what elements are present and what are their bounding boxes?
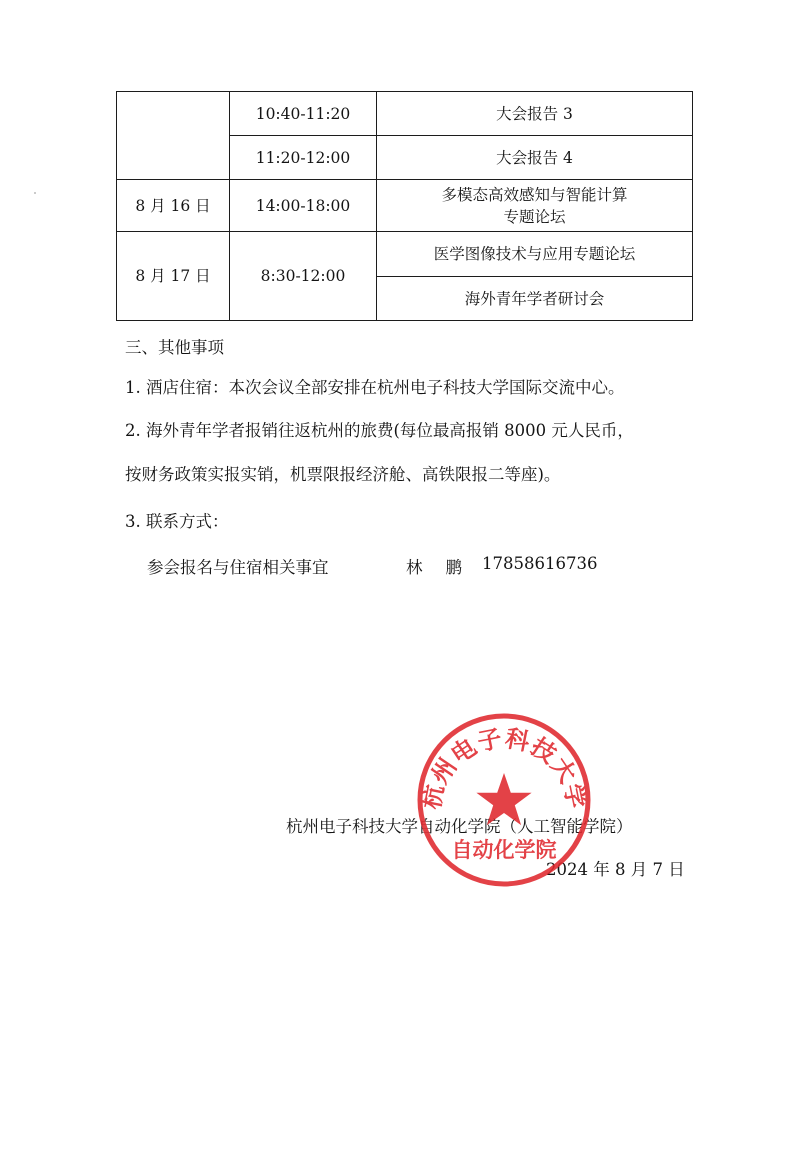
event-cell: 大会报告 4 [377, 136, 693, 180]
date-cell [117, 92, 230, 180]
time-cell: 10:40-11:20 [230, 92, 377, 136]
seal-bottom-text: 自动化学院 [451, 838, 557, 862]
date-cell: 8 月 17 日 [117, 232, 230, 321]
event-line: 多模态高效感知与智能计算 [441, 185, 628, 204]
date-cell: 8 月 16 日 [117, 180, 230, 232]
table-row [117, 92, 693, 136]
event-cell: 大会报告 3 [377, 92, 693, 136]
item-contact: 3. 联系方式： [125, 512, 229, 531]
contact-name-part: 鹏 [445, 558, 462, 577]
event-cell [377, 180, 693, 232]
time-cell: 8:30-12:00 [230, 232, 377, 321]
contact-name [406, 554, 462, 578]
contact-phone: 17858616736 [482, 554, 598, 573]
item-hotel: 1. 酒店住宿：本次会议全部安排在杭州电子科技大学国际交流中心。 [125, 378, 625, 397]
item-travel-line1: 2. 海外青年学者报销往返杭州的旅费(每位最高报销 8000 元人民币， [125, 421, 634, 440]
table-row [117, 180, 693, 232]
schedule-table [116, 91, 693, 321]
time-cell: 14:00-18:00 [230, 180, 377, 232]
table-row [117, 232, 693, 277]
signing-organization: 杭州电子科技大学自动化学院（人工智能学院） [286, 817, 633, 836]
contact-name-part: 林 [406, 558, 423, 577]
signing-date: 2024 年 8 月 7 日 [546, 860, 685, 879]
official-seal [414, 710, 594, 890]
contact-label: 参会报名与住宿相关事宜 [147, 558, 329, 577]
event-cell: 海外青年学者研讨会 [377, 277, 693, 321]
seal-arc-text: 杭州电子科技大学 [417, 724, 591, 812]
item-travel-line2: 按财务政策实报实销，机票限报经济舱、高铁限报二等座)。 [125, 465, 561, 484]
section-title: 三、其他事项 [125, 338, 224, 357]
seal-graphic [417, 716, 591, 884]
time-cell: 11:20-12:00 [230, 136, 377, 180]
event-cell: 医学图像技术与应用专题论坛 [377, 232, 693, 277]
event-line: 专题论坛 [503, 207, 566, 226]
scan-speck [34, 192, 36, 194]
star-icon [476, 773, 531, 825]
